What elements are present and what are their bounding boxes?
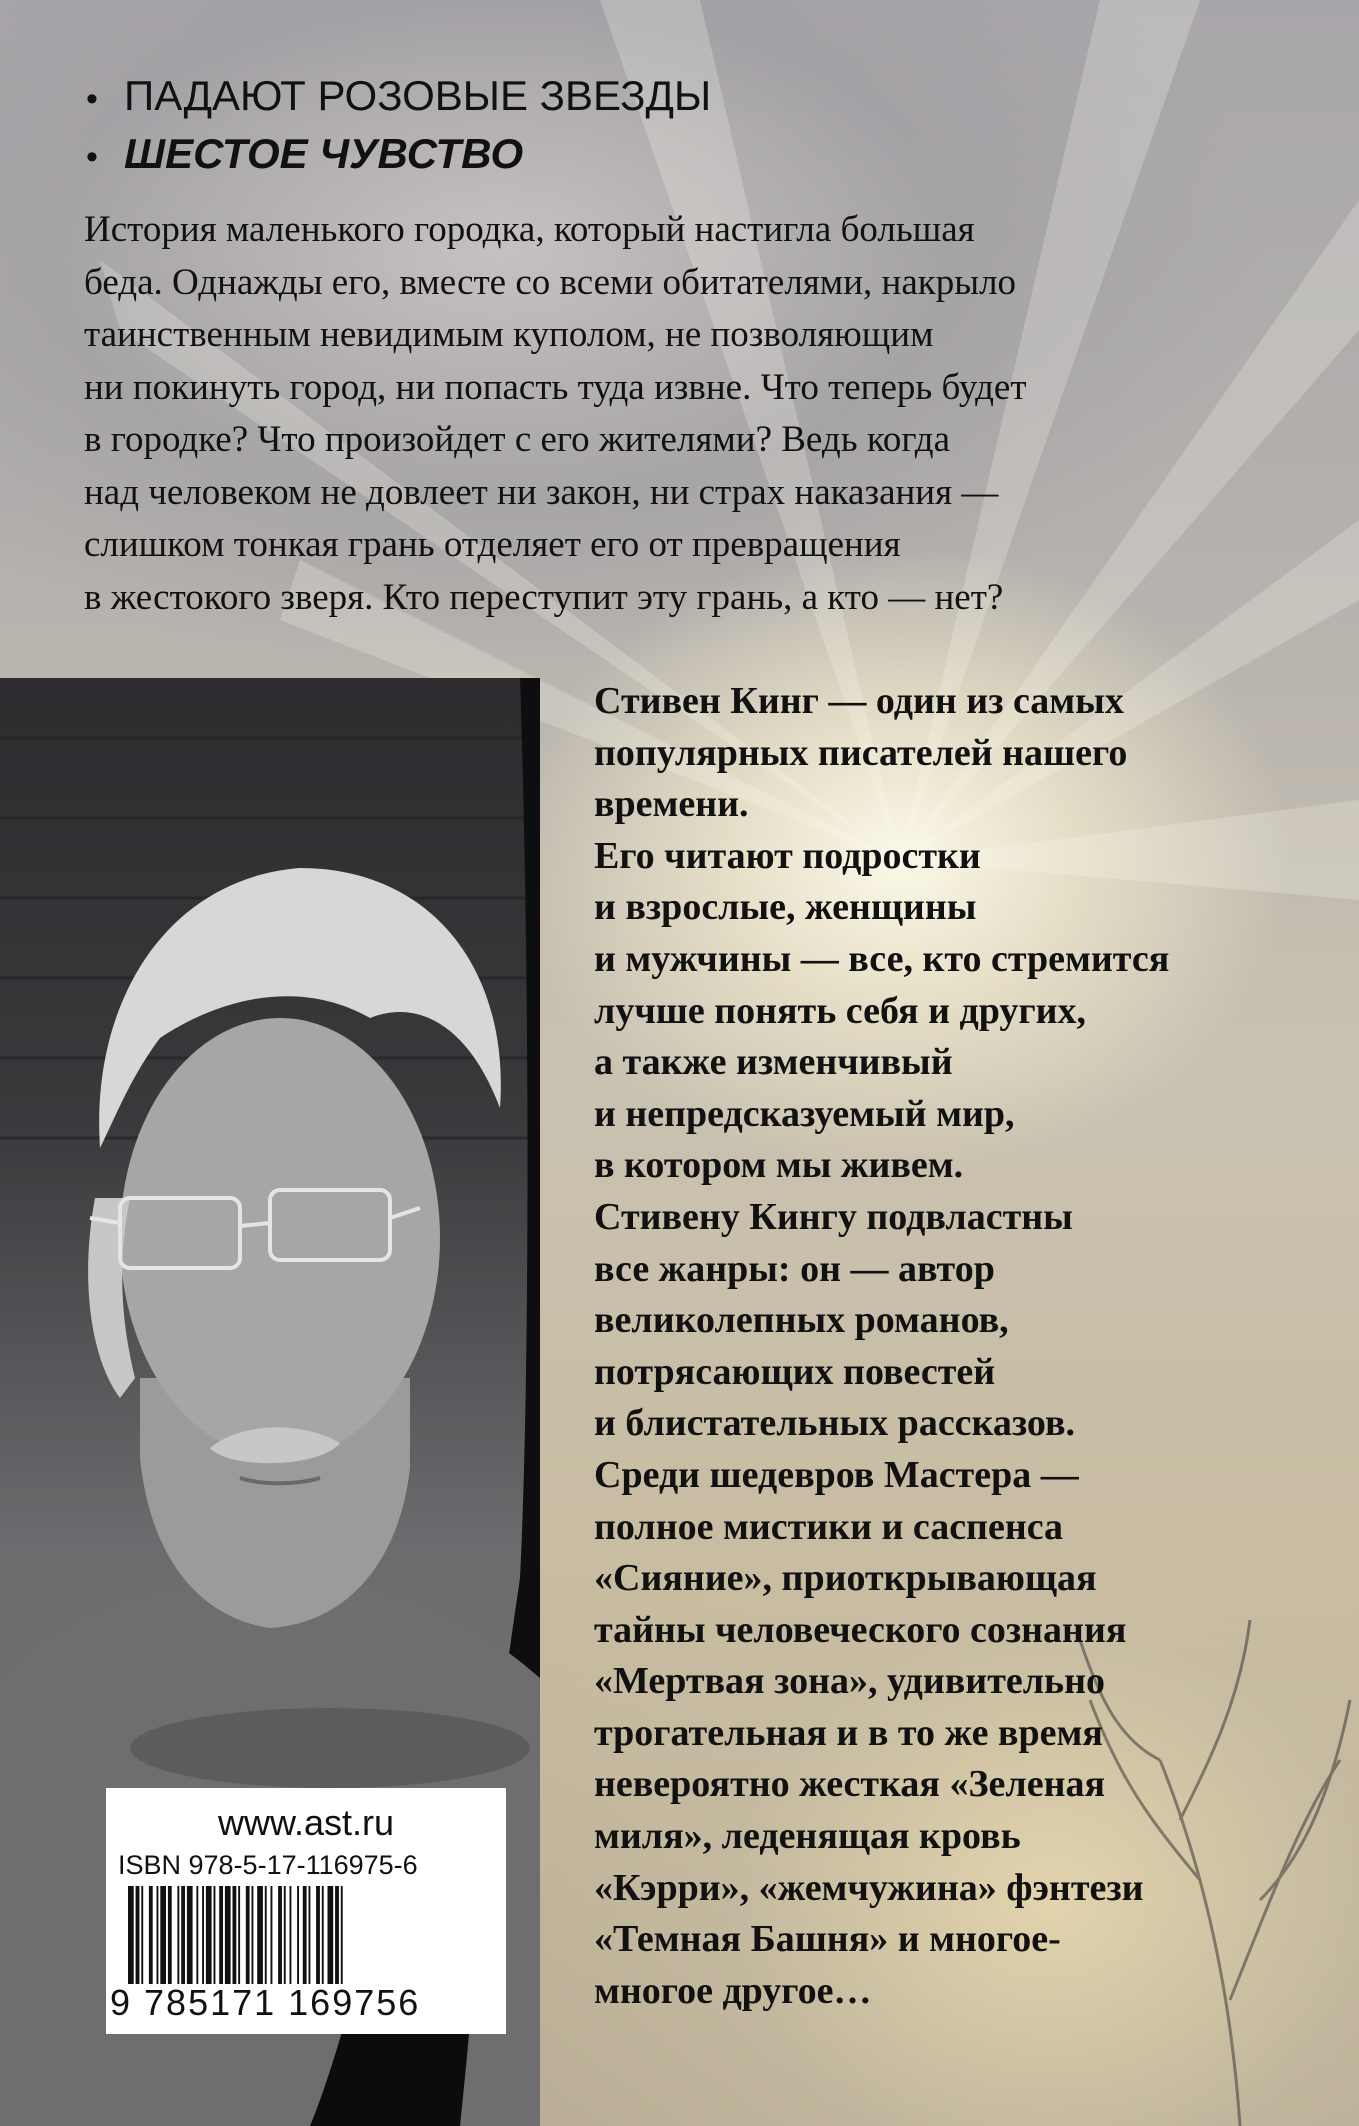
description-line: слишком тонкая грань отделяет его от превращения <box>84 524 901 565</box>
bio-line: Стивену Кингу подвластны <box>594 1195 1073 1238</box>
barcode-bar <box>278 1886 282 1984</box>
description-line: ни покинуть город, ни попасть туда извне. Что теперь будет <box>84 366 1027 408</box>
title-item: ПАДАЮТ РОЗОВЫЕ ЗВЕЗДЫ <box>124 72 712 119</box>
bio-line: а также изменчивый <box>594 1041 953 1084</box>
list-item <box>86 130 711 188</box>
publisher-website: www.ast.ru <box>217 1802 395 1843</box>
description-line: таинственным невидимым куполом, не позволяющим <box>84 314 934 355</box>
barcode-bar <box>284 1886 286 1984</box>
barcode-bar <box>252 1886 254 1984</box>
bio-line: невероятно жесткая «Зеленая <box>594 1763 1106 1806</box>
barcode-bar <box>202 1886 204 1984</box>
barcode-bar <box>316 1886 320 1984</box>
bio-line: Стивен Кинг — один из самых <box>594 680 1124 722</box>
bio-line: миля», леденящая кровь <box>594 1815 1021 1858</box>
barcode-icon <box>126 1886 488 1984</box>
barcode-bar <box>233 1886 237 1984</box>
bio-line: и блистательных рассказов. <box>594 1402 1075 1445</box>
barcode-bar <box>225 1886 231 1984</box>
barcode-block <box>106 1788 506 2034</box>
barcode-bar <box>149 1886 153 1984</box>
barcode-bar <box>214 1886 216 1984</box>
barcode-bar <box>160 1886 166 1984</box>
barcode-bar <box>328 1886 334 1984</box>
bio-line: полное мистики и саспенса <box>594 1505 1064 1548</box>
bio-line: «Сияние», приоткрывающая <box>594 1557 1097 1600</box>
bio-line: «Темная Башня» и многое- <box>594 1918 1061 1961</box>
barcode-bar <box>265 1886 267 1984</box>
description-line: в городке? Что произойдет с его жителями? Ведь когда <box>84 419 950 460</box>
bio-line: и мужчины — все, кто стремится <box>594 937 1170 980</box>
bio-line: в котором мы живем. <box>594 1144 964 1187</box>
barcode-bar <box>141 1886 143 1984</box>
bio-line: лучше понять себя и других, <box>594 989 1087 1032</box>
bio-line: популярных писателей нашего <box>594 731 1128 774</box>
bio-line: Среди шедевров Мастера — <box>594 1453 1079 1496</box>
barcode-bar <box>246 1886 250 1984</box>
bio-line: и непредсказуемый мир, <box>594 1092 1015 1135</box>
description-line: над человеком не довлеет ни закон, ни страх наказания — <box>84 471 999 513</box>
bio-line: времени. <box>594 783 749 826</box>
barcode-bar <box>206 1886 212 1984</box>
related-titles-list <box>86 72 711 188</box>
barcode-digits: 9 785171 169756 <box>110 1982 421 2023</box>
barcode-bar <box>168 1886 172 1984</box>
barcode-bar <box>341 1886 343 1984</box>
bio-line: многое другое… <box>594 1969 872 2012</box>
barcode-bar <box>303 1886 307 1984</box>
barcode-bar <box>271 1886 273 1984</box>
barcode-bar <box>128 1886 134 1984</box>
bio-line: тайны человеческого сознания <box>594 1608 1127 1651</box>
barcode-bar <box>177 1886 179 1984</box>
description-line: беда. Однажды его, вместе со всеми обитателями, накрыло <box>84 261 1017 303</box>
barcode-bar <box>136 1886 140 1984</box>
bio-line: великолепных романов, <box>594 1299 1009 1342</box>
book-description <box>84 204 1284 624</box>
barcode-bar <box>238 1886 240 1984</box>
bio-line: все жанры: он — автор <box>594 1247 995 1290</box>
bio-line: и взрослые, женщины <box>594 886 977 929</box>
barcode-bar <box>187 1886 193 1984</box>
barcode-bar <box>297 1886 299 1984</box>
bio-line: трогательная и в то же время <box>594 1711 1103 1754</box>
bullet-icon: • <box>86 80 98 118</box>
bio-line: «Мертвая зона», удивительно <box>594 1660 1106 1703</box>
barcode-bar <box>257 1886 263 1984</box>
isbn-number: ISBN 978-5-17-116975-6 <box>118 1850 418 1880</box>
bio-line: Его читают подростки <box>594 834 981 877</box>
barcode-bar <box>290 1886 292 1984</box>
barcode-bar <box>309 1886 311 1984</box>
bio-line: «Кэрри», «жемчужина» фэнтези <box>594 1866 1144 1909</box>
barcode-bar <box>322 1886 324 1984</box>
description-line: История маленького городка, который настигла большая <box>84 209 975 250</box>
list-item <box>86 72 711 130</box>
barcode-bar <box>157 1886 159 1984</box>
barcode-bar <box>196 1886 198 1984</box>
author-bio <box>594 676 1334 2017</box>
bullet-icon: • <box>86 138 98 176</box>
bio-line: потрясающих повестей <box>594 1350 996 1393</box>
title-item: ШЕСТОЕ ЧУВСТВО <box>124 130 524 177</box>
barcode-bar <box>335 1886 339 1984</box>
barcode-bar <box>219 1886 223 1984</box>
barcode-bar <box>181 1886 185 1984</box>
description-line: в жестокого зверя. Кто переступит эту грань, а кто — нет? <box>84 576 1004 618</box>
